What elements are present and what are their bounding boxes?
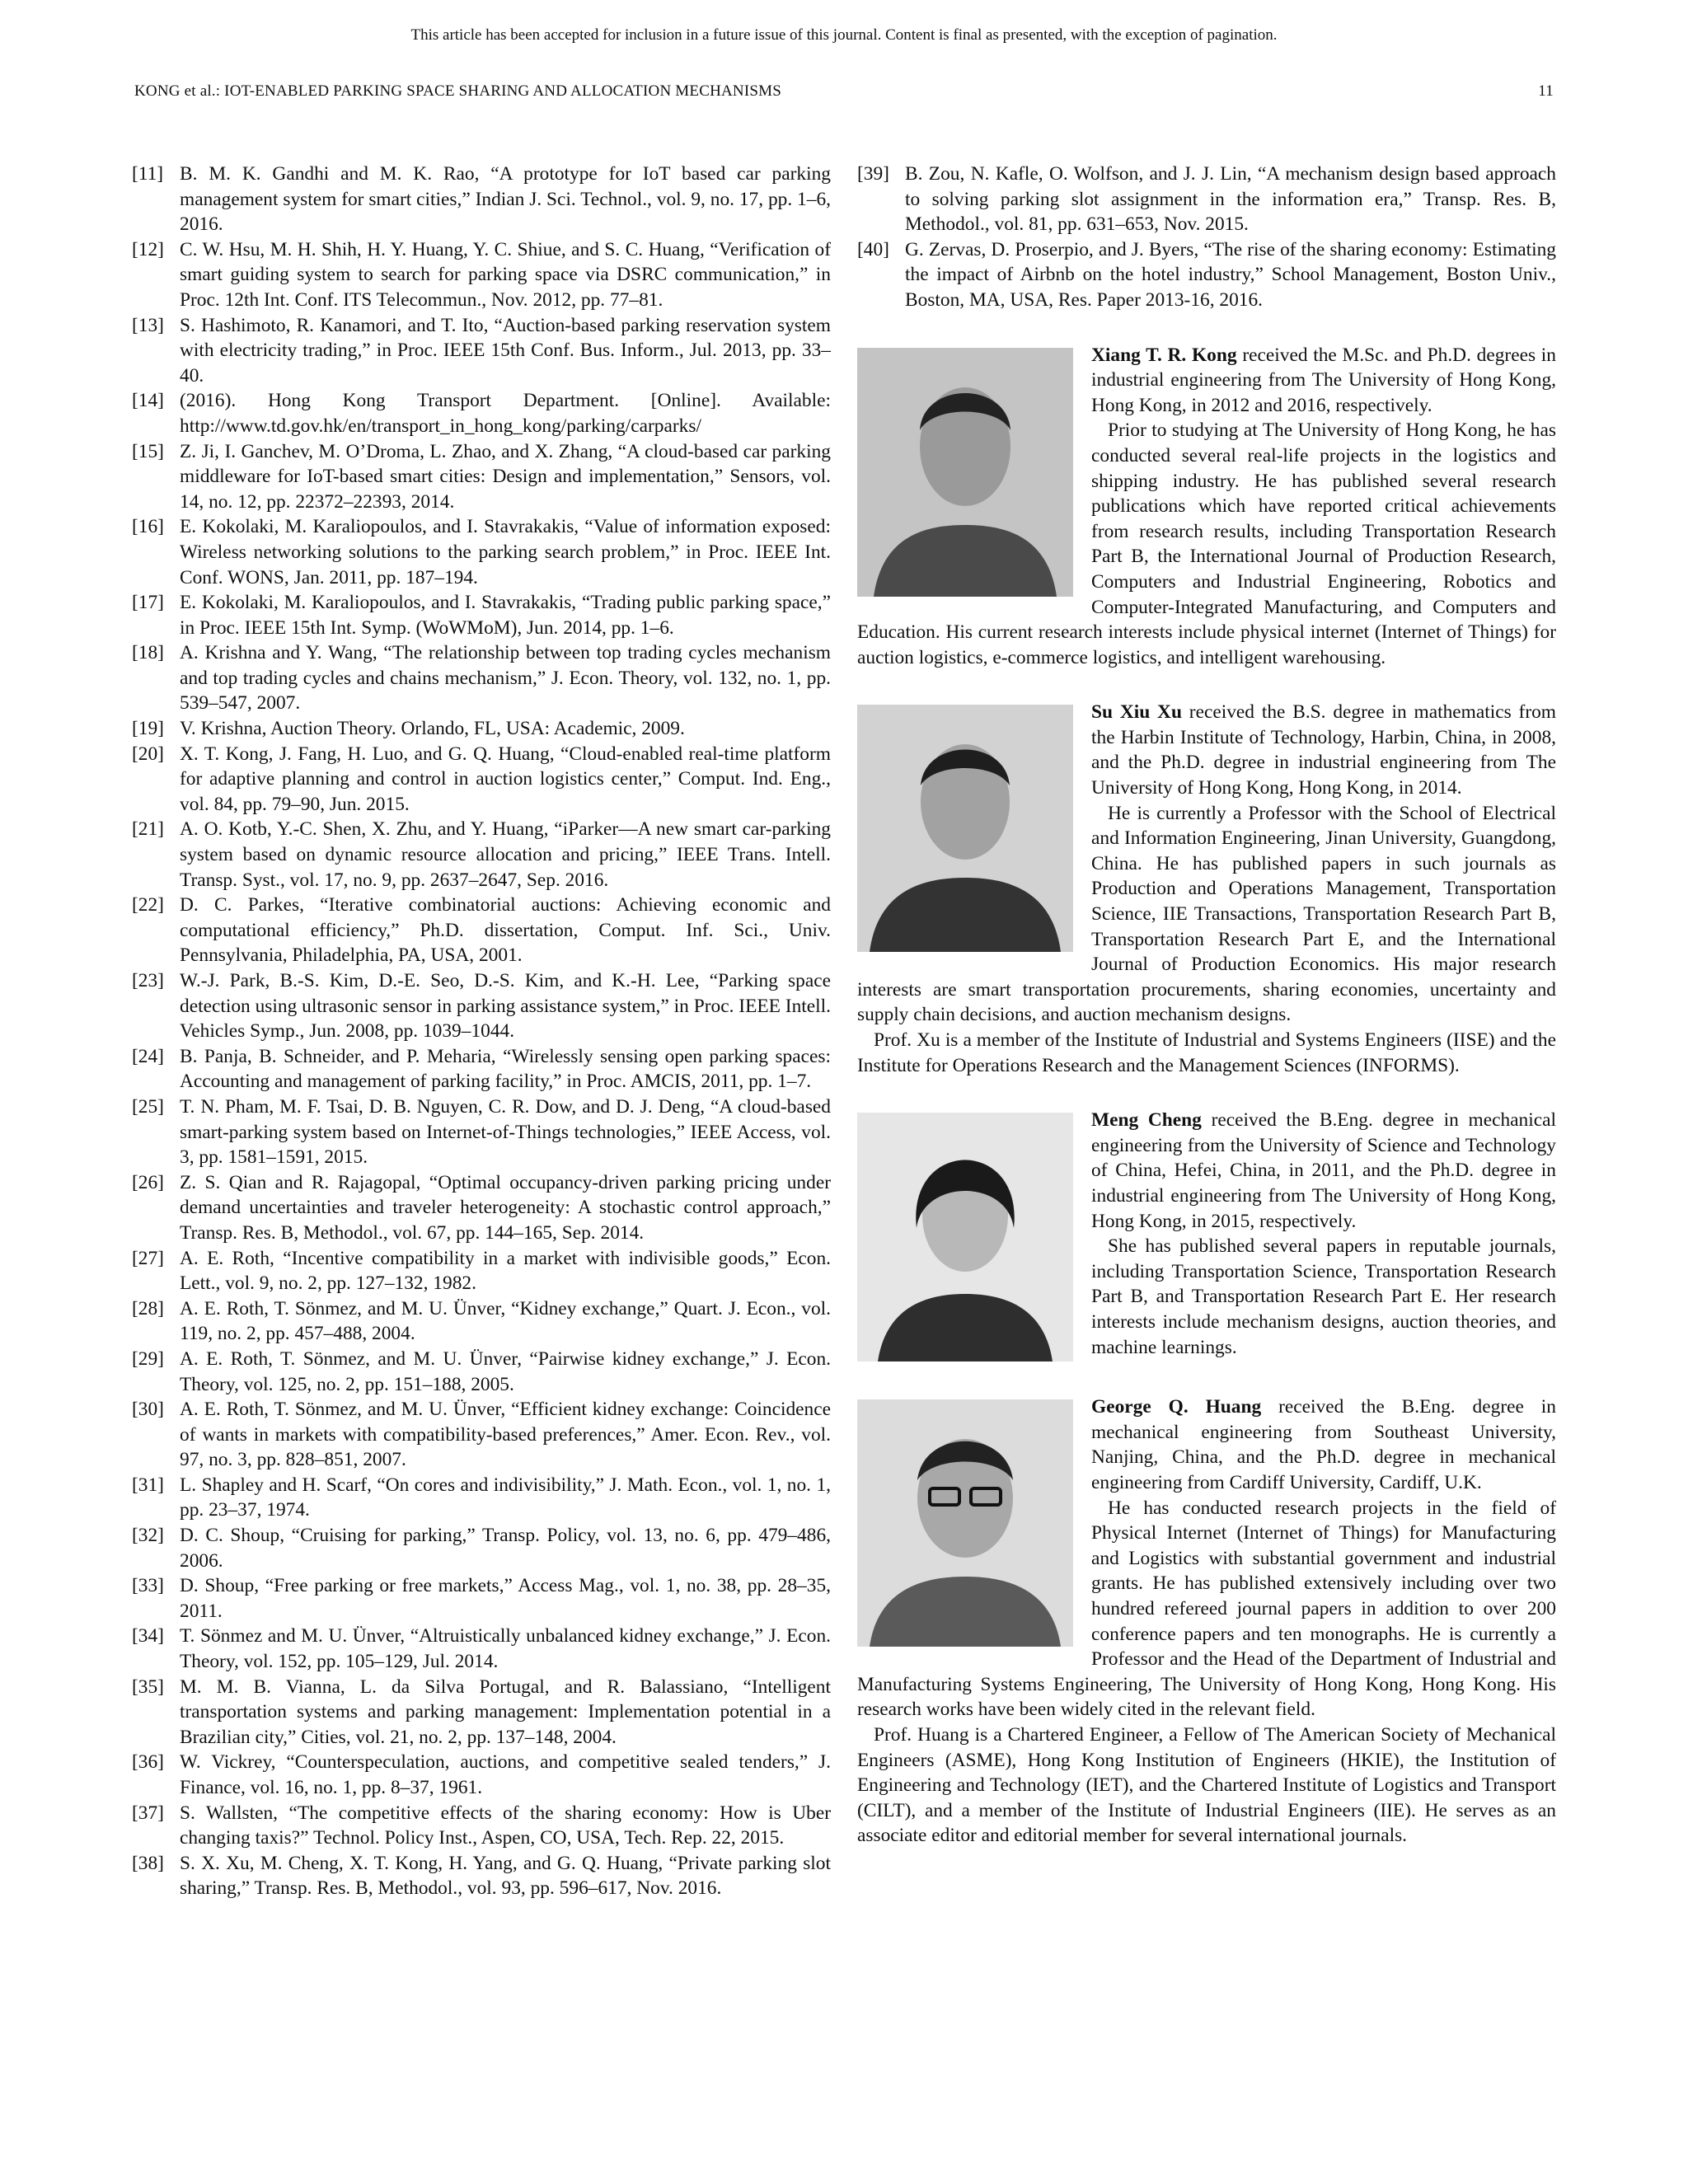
portrait-placeholder-icon xyxy=(857,348,1073,597)
reference-item xyxy=(857,162,1556,237)
page-number: 11 xyxy=(1538,82,1554,100)
reference-text: E. Kokolaki, M. Karaliopoulos, and I. Stavrakakis, “Value of information exposed: Wireless networking solutions to the parking search problem,” in Proc. IEEE Int. Conf. WONS, Jan. 2011, pp. 187–194. xyxy=(180,516,831,588)
reference-number: [14] xyxy=(132,390,164,412)
reference-text: T. Sönmez and M. U. Ünver, “Altruistically unbalanced kidney exchange,” J. Econ. Theory, vol. 152, pp. 105–129, Jul. 2014. xyxy=(180,1625,831,1673)
reference-number: [32] xyxy=(132,1525,164,1547)
running-head-title: KONG et al.: IOT-ENABLED PARKING SPACE SHARING AND ALLOCATION MECHANISMS xyxy=(134,82,782,100)
reference-number: [37] xyxy=(132,1802,164,1824)
author-bio-xu xyxy=(857,700,1556,1078)
author-photo xyxy=(857,1113,1073,1361)
reference-number: [15] xyxy=(132,440,164,462)
reference-number: [11] xyxy=(132,163,164,185)
reference-item xyxy=(132,1094,831,1170)
reference-item xyxy=(132,1170,831,1246)
author-bio-huang xyxy=(857,1394,1556,1849)
reference-text: D. C. Shoup, “Cruising for parking,” Transp. Policy, vol. 13, no. 6, pp. 479–486, 2006. xyxy=(180,1525,831,1572)
reference-number: [20] xyxy=(132,743,164,765)
reference-item xyxy=(132,1801,831,1851)
reference-list-left xyxy=(132,162,831,1901)
reference-number: [16] xyxy=(132,516,164,538)
reference-item xyxy=(132,1246,831,1296)
reference-text: (2016). Hong Kong Transport Department. [Online]. Available: http://www.td.gov.hk/en/transport_in_hong_kong/parking/carparks/ xyxy=(180,390,831,437)
reference-item xyxy=(132,716,831,742)
reference-item xyxy=(132,1675,831,1750)
reference-number: [21] xyxy=(132,818,164,841)
bio-paragraph: He is currently a Professor with the School of Electrical and Information Engineering, Jinan University, Guangdong, China. He has published papers in such journals as Production and Operations Management, Transportation Science, IIE Transactions, Transportation Research Part B, Transportation Research Part E, and the International Journal of Production Economics. His major research interests are smart transportation procurements, sharing economies, uncertainty and supply chain decisions, and auction mechanism designs. xyxy=(857,802,1556,1026)
reference-text: B. Panja, B. Schneider, and P. Meharia, “Wirelessly sensing open parking spaces: Accounting and management of parking facility,” in Proc. AMCIS, 2011, pp. 1–7. xyxy=(180,1045,831,1093)
reference-number: [34] xyxy=(132,1625,164,1647)
reference-text: W. Vickrey, “Counterspeculation, auctions, and competitive sealed tenders,” J. Finance, vol. 16, no. 1, pp. 8–37, 1961. xyxy=(180,1751,831,1798)
reference-number: [39] xyxy=(857,163,889,185)
reference-item xyxy=(132,1573,831,1624)
reference-text: D. C. Parkes, “Iterative combinatorial auctions: Achieving economic and computational efficiency,” Ph.D. dissertation, Comput. Inf. Sci., Univ. Pennsylvania, Philadelphia, PA, USA, 2001. xyxy=(180,894,831,967)
acceptance-notice: This article has been accepted for inclusion in a future issue of this journal. Content is final as presented, with the exception of pagination. xyxy=(410,26,1278,44)
reference-text: A. Krishna and Y. Wang, “The relationship between top trading cycles mechanism and top trading cycles and chains mechanism,” J. Econ. Theory, vol. 132, no. 1, pp. 539–547, 2007. xyxy=(180,642,831,715)
reference-text: S. Wallsten, “The competitive effects of the sharing economy: How is Uber changing taxis?” Technol. Policy Inst., Aspen, CO, USA, Tech. Rep. 22, 2015. xyxy=(180,1802,831,1849)
author-name: Meng Cheng xyxy=(1091,1109,1202,1132)
reference-number: [30] xyxy=(132,1399,164,1421)
reference-number: [27] xyxy=(132,1247,164,1269)
reference-number: [25] xyxy=(132,1095,164,1118)
reference-item xyxy=(132,439,831,515)
reference-text: C. W. Hsu, M. H. Shih, H. Y. Huang, Y. C. Shiue, and S. C. Huang, “Verification of smart guiding system to search for parking space via DSRC communication,” in Proc. 12th Int. Conf. ITS Telecommun., Nov. 2012, pp. 77–81. xyxy=(180,238,831,311)
reference-number: [19] xyxy=(132,718,164,740)
reference-item xyxy=(132,817,831,893)
reference-item xyxy=(132,1473,831,1523)
right-column xyxy=(857,162,1556,1849)
reference-item xyxy=(132,742,831,818)
reference-list-right xyxy=(857,162,1556,313)
reference-item xyxy=(132,1624,831,1674)
portrait-placeholder-icon xyxy=(857,1399,1073,1647)
reference-text: Z. Ji, I. Ganchev, M. O’Droma, L. Zhao, and X. Zhang, “A cloud-based car parking middleware for IoT-based smart cities: Design and implementation,” Sensors, vol. 14, no. 12, pp. 22372–22393, 2014. xyxy=(180,440,831,513)
reference-number: [31] xyxy=(132,1474,164,1496)
reference-text: A. E. Roth, T. Sönmez, and M. U. Ünver, “Kidney exchange,” Quart. J. Econ., vol. 119, no. 2, pp. 457–488, 2004. xyxy=(180,1297,831,1345)
reference-number: [13] xyxy=(132,314,164,336)
reference-item xyxy=(132,893,831,968)
reference-item xyxy=(132,388,831,438)
bio-paragraph: Prof. Huang is a Chartered Engineer, a Fellow of The American Society of Mechanical Engineers (ASME), Hong Kong Institution of Engineers (HKIE), the Institution of Engineering and Technology (IET), and the Chartered Institute of Logistics and Transport (CILT), and a member of the Institute of Industrial Engineers (IIE). He serves as an associate editor and editorial member for several international journals. xyxy=(857,1723,1556,1847)
reference-text: X. T. Kong, J. Fang, H. Luo, and G. Q. Huang, “Cloud-enabled real-time platform for adaptive planning and control in auction logistics center,” Comput. Ind. Eng., vol. 84, pp. 79–90, Jun. 2015. xyxy=(180,743,831,815)
reference-item xyxy=(132,313,831,389)
reference-number: [23] xyxy=(132,970,164,991)
reference-text: S. X. Xu, M. Cheng, X. T. Kong, H. Yang, and G. Q. Huang, “Private parking slot sharing,” Transp. Res. B, Methodol., vol. 93, pp. 596–617, Nov. 2016. xyxy=(180,1852,831,1900)
reference-text: Z. S. Qian and R. Rajagopal, “Optimal occupancy-driven parking pricing under demand uncertainties and traveler heterogeneity: A stochastic control approach,” Transp. Res. B, Methodol., vol. 67, pp. 144–165, Sep. 2014. xyxy=(180,1171,831,1244)
reference-item xyxy=(132,640,831,716)
bio-paragraph: received the B.S. degree in mathematics from the Harbin Institute of Technology, Harbin, China, in 2008, and the Ph.D. degree in industrial engineering from The University of Hong Kong, Hong Kong, in 2014. xyxy=(1091,701,1557,799)
reference-item xyxy=(132,1296,831,1347)
author-bio-kong xyxy=(857,343,1556,671)
bio-paragraph: Prof. Xu is a member of the Institute of Industrial and Systems Engineers (IISE) and the Institute for Operations Research and the Management Sciences (INFORMS). xyxy=(857,1029,1556,1076)
reference-text: A. E. Roth, “Incentive compatibility in a market with indivisible goods,” Econ. Lett., vol. 9, no. 2, pp. 127–132, 1982. xyxy=(180,1247,831,1295)
bio-paragraph: He has conducted research projects in the field of Physical Internet (Internet of Things) for Manufacturing and Logistics with substantial government and industrial grants. He has published extensively including over two hundred refereed journal papers in addition to over 200 conference papers and ten monographs. He is currently a Professor and the Head of the Department of Industrial and Manufacturing Systems Engineering, The University of Hong Kong, Hong Kong. His research works have been widely cited in the relevant field. xyxy=(857,1497,1556,1721)
bio-paragraph: Prior to studying at The University of Hong Kong, he has conducted several real-life projects in the logistics and shipping industry. He has published several research publications which have reported critical achievements from research results, including Transportation Research Part B, the International Journal of Production Research, Computers and Industrial Engineering, Robotics and Computer-Integrated Manufacturing, and Computers and Education. His current research interests include physical internet (Internet of Things) for auction logistics, e-commerce logistics, and intelligent warehousing. xyxy=(857,419,1556,668)
bio-paragraph: She has published several papers in reputable journals, including Transportation Science, Transportation Research Part B, and Transportation Research Part E. Her research interests include mechanism designs, auction theories, and machine learnings. xyxy=(1091,1235,1556,1358)
reference-number: [18] xyxy=(132,642,164,664)
reference-text: A. E. Roth, T. Sönmez, and M. U. Ünver, “Pairwise kidney exchange,” J. Econ. Theory, vol. 125, no. 2, pp. 151–188, 2005. xyxy=(180,1347,831,1395)
left-column xyxy=(132,162,831,1901)
reference-item xyxy=(132,1750,831,1800)
reference-number: [40] xyxy=(857,238,889,260)
reference-item xyxy=(132,590,831,640)
reference-text: D. Shoup, “Free parking or free markets,” Access Mag., vol. 1, no. 38, pp. 28–35, 2011. xyxy=(180,1575,831,1622)
reference-text: B. M. K. Gandhi and M. K. Rao, “A prototype for IoT based car parking management system for smart cities,” Indian J. Sci. Technol., vol. 9, no. 17, pp. 1–6, 2016. xyxy=(180,163,831,236)
reference-text: S. Hashimoto, R. Kanamori, and T. Ito, “Auction-based parking reservation system with electricity trading,” in Proc. IEEE 15th Conf. Bus. Inform., Jul. 2013, pp. 33–40. xyxy=(180,314,831,387)
author-photo xyxy=(857,348,1073,597)
reference-text: A. E. Roth, T. Sönmez, and M. U. Ünver, “Efficient kidney exchange: Coincidence of wants in markets with compatibility-based preferences,” Amer. Econ. Rev., vol. 97, no. 3, pp. 828–851, 2007. xyxy=(180,1399,831,1471)
author-name: George Q. Huang xyxy=(1091,1396,1262,1418)
reference-item xyxy=(857,237,1556,313)
reference-number: [28] xyxy=(132,1297,164,1319)
reference-number: [35] xyxy=(132,1675,164,1698)
bio-paragraph: received the B.Eng. degree in mechanical engineering from the University of Science and Technology of China, Hefei, China, in 2011, and the Ph.D. degree in industrial engineering from The University of Hong Kong, Hong Kong, in 2015, respectively. xyxy=(1091,1109,1556,1232)
reference-number: [17] xyxy=(132,592,164,614)
reference-number: [12] xyxy=(132,238,164,260)
reference-text: V. Krishna, Auction Theory. Orlando, FL, USA: Academic, 2009. xyxy=(180,718,685,740)
author-photo xyxy=(857,1399,1073,1647)
author-name: Xiang T. R. Kong xyxy=(1091,344,1237,366)
reference-item xyxy=(132,1851,831,1901)
reference-item xyxy=(132,162,831,237)
reference-number: [33] xyxy=(132,1575,164,1597)
reference-item xyxy=(132,1044,831,1094)
reference-text: A. O. Kotb, Y.-C. Shen, X. Zhu, and Y. Huang, “iParker—A new smart car-parking system based on dynamic resource allocation and pricing,” IEEE Trans. Intell. Transp. Syst., vol. 17, no. 9, pp. 2637–2647, Sep. 2016. xyxy=(180,818,831,891)
bio-paragraph: received the M.Sc. and Ph.D. degrees in industrial engineering from The University of Hong Kong, Hong Kong, in 2012 and 2016, respectively. xyxy=(1091,344,1556,416)
reference-text: W.-J. Park, B.-S. Kim, D.-E. Seo, D.-S. Kim, and K.-H. Lee, “Parking space detection using ultrasonic sensor in parking assistance system,” in Proc. IEEE Intell. Vehicles Symp., Jun. 2008, pp. 1039–1044. xyxy=(180,970,831,1043)
reference-text: M. M. B. Vianna, L. da Silva Portugal, and R. Balassiano, “Intelligent transportation systems and parking management: Implementation potential in a Brazilian city,” Cities, vol. 21, no. 2, pp. 137–148, 2004. xyxy=(180,1675,831,1748)
reference-number: [29] xyxy=(132,1347,164,1370)
reference-item xyxy=(132,1397,831,1473)
reference-number: [24] xyxy=(132,1045,164,1067)
portrait-placeholder-icon xyxy=(857,1113,1073,1361)
author-name: Su Xiu Xu xyxy=(1091,701,1182,724)
reference-text: G. Zervas, D. Proserpio, and J. Byers, “The rise of the sharing economy: Estimating the impact of Airbnb on the hotel industry,” School Management, Boston Univ., Boston, MA, USA, Res. Paper 2013-16, 2016. xyxy=(905,238,1556,311)
reference-item xyxy=(132,1523,831,1573)
portrait-placeholder-icon xyxy=(857,705,1073,952)
reference-item xyxy=(132,237,831,313)
author-photo xyxy=(857,705,1073,952)
reference-text: B. Zou, N. Kafle, O. Wolfson, and J. J. Lin, “A mechanism design based approach to solving parking slot assignment in the information era,” Transp. Res. B, Methodol., vol. 81, pp. 631–653, Nov. 2015. xyxy=(905,163,1556,236)
author-bio-cheng xyxy=(857,1108,1556,1365)
reference-item xyxy=(132,968,831,1044)
reference-number: [36] xyxy=(132,1751,164,1774)
reference-number: [38] xyxy=(132,1852,164,1874)
reference-text: L. Shapley and H. Scarf, “On cores and indivisibility,” J. Math. Econ., vol. 1, no. 1, pp. 23–37, 1974. xyxy=(180,1474,831,1521)
reference-item xyxy=(132,1347,831,1397)
running-head xyxy=(134,82,1554,101)
reference-text: T. N. Pham, M. F. Tsai, D. B. Nguyen, C. R. Dow, and D. J. Deng, “A cloud-based smart-parking system based on Internet-of-Things technologies,” IEEE Access, vol. 3, pp. 1581–1591, 2015. xyxy=(180,1095,831,1169)
reference-text: E. Kokolaki, M. Karaliopoulos, and I. Stavrakakis, “Trading public parking space,” in Proc. IEEE 15th Int. Symp. (WoWMoM), Jun. 2014, pp. 1–6. xyxy=(180,592,831,639)
reference-number: [26] xyxy=(132,1171,164,1193)
bio-paragraph: received the B.Eng. degree in mechanical engineering from Southeast University, Nanjing, China, and the Ph.D. degree in mechanical engineering from Cardiff University, Cardiff, U.K. xyxy=(1091,1396,1556,1493)
reference-item xyxy=(132,514,831,590)
reference-number: [22] xyxy=(132,894,164,916)
